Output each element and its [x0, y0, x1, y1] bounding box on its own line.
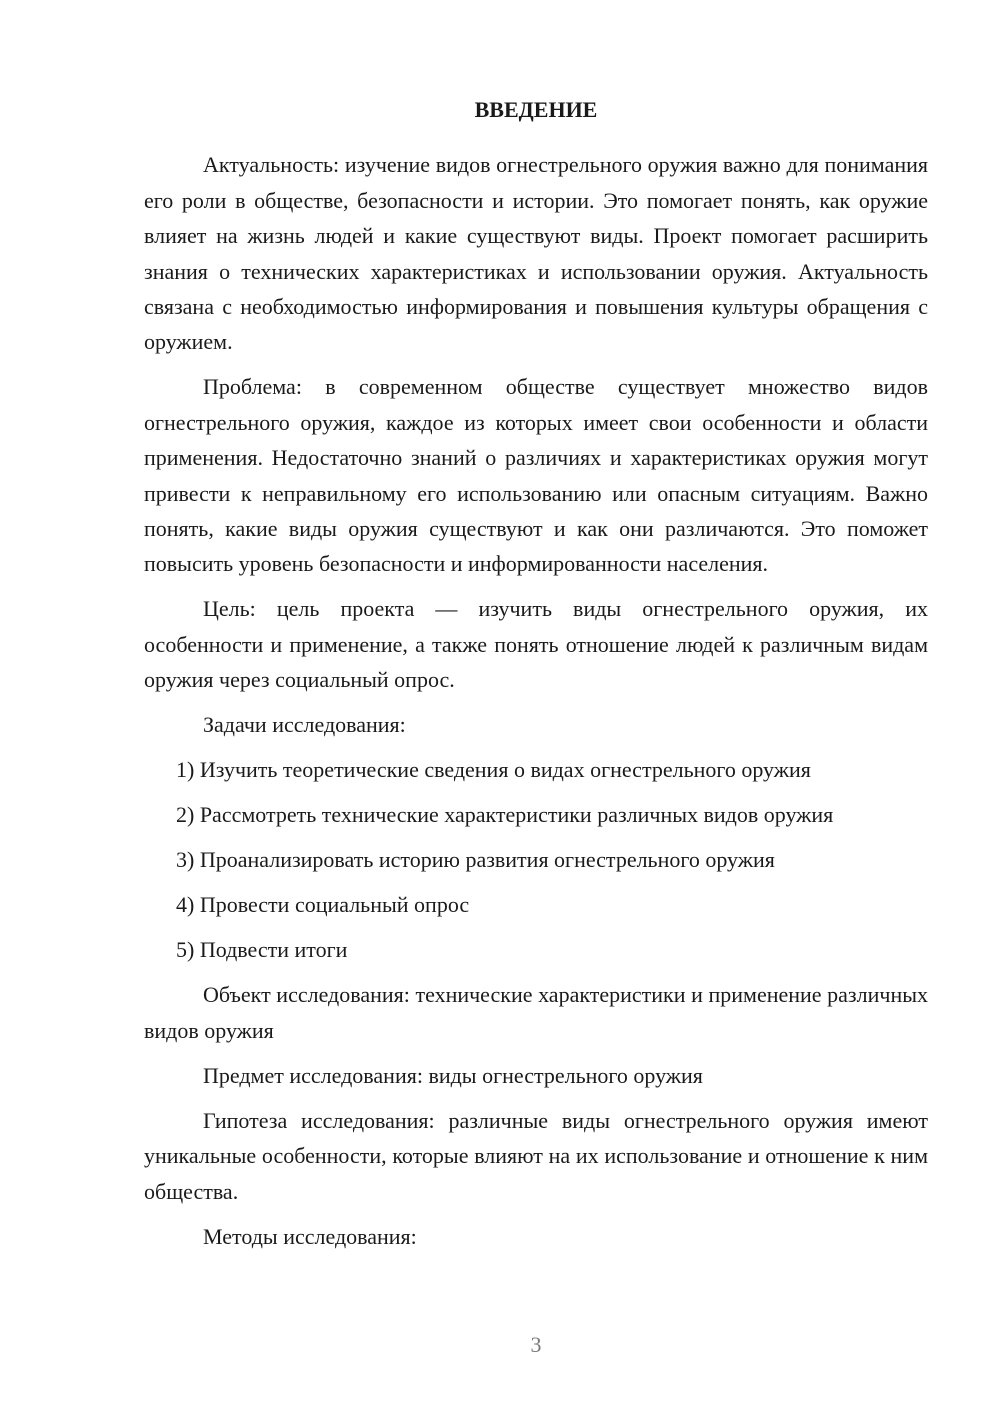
goal-paragraph: Цель: цель проекта — изучить виды огнестрельного оружия, их особенности и применение, а также понять отношение людей к различным видам оружия через социальный опрос. — [144, 596, 928, 693]
section-heading: ВВЕДЕНИЕ — [474, 97, 598, 122]
document-page — [144, 92, 928, 1264]
hypothesis-paragraph: Гипотеза исследования: различные виды огнестрельного оружия имеют уникальные особенности, которые влияют на их использование и отношение к ним общества. — [144, 1107, 928, 1204]
methods-title: Методы исследования: — [203, 1223, 417, 1249]
list-item: 4) Провести социальный опрос — [176, 892, 470, 918]
tasks-title: Задачи исследования: — [203, 712, 406, 738]
list-item: 1) Изучить теоретические сведения о видах огнестрельного оружия — [176, 757, 811, 783]
problem-paragraph: Проблема: в современном обществе существует множество видов огнестрельного оружия, каждое из которых имеет свои особенности и области применения. Недостаточно знаний о различиях и характеристиках оружия могут привести к неправильному его использованию или опасным ситуациям. Важно понять, какие виды оружия существуют и как они различаются. Это поможет повысить уровень безопасности и информированности населения. — [144, 374, 928, 577]
list-item: 3) Проанализировать историю развития огнестрельного оружия — [176, 847, 775, 873]
list-item: 2) Рассмотреть технические характеристики различных видов оружия — [176, 802, 834, 828]
subject-paragraph: Предмет исследования: виды огнестрельного оружия — [203, 1062, 703, 1088]
object-paragraph: Объект исследования: технические характеристики и применение различных видов оружия — [144, 982, 928, 1043]
page-number: 3 — [530, 1332, 542, 1357]
relevance-paragraph: Актуальность: изучение видов огнестрельного оружия важно для понимания его роли в обществе, безопасности и истории. Это помогает понять, как оружие влияет на жизнь людей и какие существуют виды. Проект помогает расширить знания о технических характеристиках и использовании оружия. Актуальность связана с необходимостью информирования и повышения культуры обращения с оружием. — [144, 152, 928, 355]
list-item: 5) Подвести итоги — [176, 937, 348, 963]
tasks-list — [144, 752, 928, 967]
